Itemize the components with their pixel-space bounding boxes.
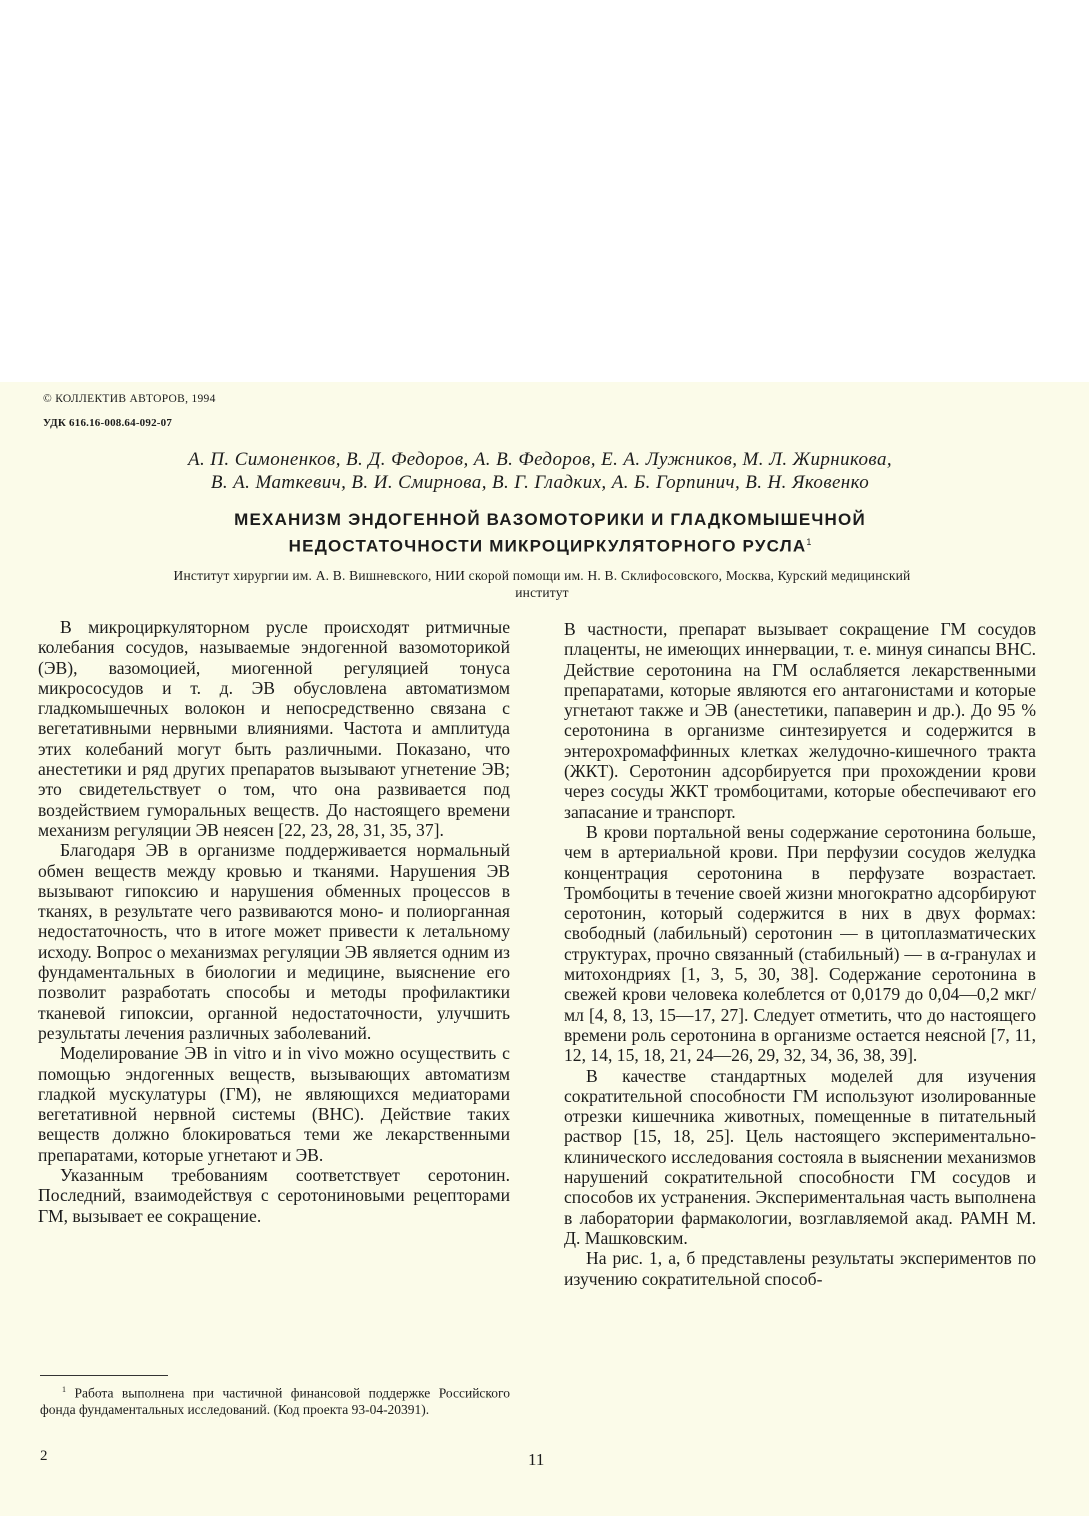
paragraph: В микроциркуляторном русле происходят ритмичные колебания сосудов, называемые эндогенной вазомоторикой (ЭВ), вазомоцией, миогенной регуляцией тонуса микрососудов и т. д. ЭВ обусловлена автоматизмом гладкомышечных волокон и непосредственно связана с вегетативными нервными влияниями. Частота и амплитуда этих колебаний могут быть различными. Показано, что анестетики и ряд других препаратов вызывают угнетение ЭВ; это свидетельствует о том, что она развивается под воздействием гуморальных веществ. До настоящего времени механизм регуляции ЭВ неясен [22, 23, 28, 31, 35, 37]. [38,617,510,840]
authors-line-2: В. А. Маткевич, В. И. Смирнова, В. Г. Гладких, А. Б. Горпинич, В. Н. Яковенко [210,472,870,493]
paragraph: В крови портальной вены содержание серотонина больше, чем в артериальной крови. При перфузии сосудов желудка концентрация серотонина в перфузате возрастает. Тромбоциты в течение своей жизни многократно адсорбируют серотонин, который содержится в них в двух формах: свободный (лабильный) серотонин — в цитоплазматических структурах, прочно связанный (стабильный) — в α-гранулах и митохондриях [1, 3, 5, 30, 38]. Содержание серотонина в свежей крови человека колеблется от 0,0179 до 0,04—0,2 мкг/мл [4, 8, 13, 15—17, 27]. Следует отметить, что до настоящего времени роль серотонина в организме остается неясной [7, 11, 12, 14, 15, 18, 21, 24—26, 29, 32, 34, 36, 38, 39]. [564,821,1036,1066]
paragraph: В частности, препарат вызывает сокращение ГМ сосудов плаценты, не имеющих иннервации, т. е. минуя синапсы ВНС. Действие серотонина на ГМ ослабляется лекарственными препаратами, которые являются его антагонистами и которые угнетают также и ЭВ (анестетики, папаверин и др.). До 95 % серотонина в организме синтезируется и содержится в энтерохромаффинных клетках желудочно-кишечного тракта (ЖКТ). Серотонин адсорбируется при прохождении крови через сосуды ЖКТ тромбоцитами, которые обеспечивают его запасание и транспорт. [564,619,1036,822]
left-column [38,617,510,1226]
paragraph: Моделирование ЭВ in vitro и in vivo можно осуществить с помощью эндогенных веществ, вызывающих автоматизм гладкой мускулатуры (ГМ), не являющихся медиаторами вегетативной нервной системы (ВНС). Действие таких веществ должно блокироваться теми же лекарственными препаратами, которые угнетают и ЭВ. [38,1043,510,1165]
udc-code: УДК 616.16-008.64-092-07 [43,417,173,429]
footnote-divider [40,1375,168,1376]
signature-marker: 2 [40,1448,48,1464]
footnote-mark: 1 [62,1385,66,1394]
article-title-line-2 [90,531,1010,558]
affiliation-line-1: Институт хирургии им. А. В. Вишневского, НИИ скорой помощи им. Н. В. Склифосовского, Москва, Курский медицинский [173,568,911,583]
title-footnote-mark: 1 [806,537,812,547]
affiliation-line-2: институт [515,585,569,600]
footnote-text: Работа выполнена при частичной финансовой поддержке Российского фонда фундаментальных исследований. (Код проекта 93-04-20391). [40,1385,510,1417]
paragraph: Указанным требованиям соответствует серотонин. Последний, взаимодействуя с серотониновыми рецепторами ГМ, вызывает ее сокращение. [38,1165,510,1226]
footnote [40,1382,510,1418]
article-title-text: НЕДОСТАТОЧНОСТИ МИКРОЦИРКУЛЯТОРНОГО РУСЛА [288,536,807,556]
paragraph: Благодаря ЭВ в организме поддерживается нормальный обмен веществ между кровью и тканями. Нарушения ЭВ вызывают гипоксию и нарушения обменных процессов в тканях, в результате чего развиваются моно- и полиорганная недостаточность, что в итоге может привести к летальному исходу. Вопрос о механизмах регуляции ЭВ является одним из фундаментальных в биологии и медицине, выяснение его позволит разработать способы и методы профилактики тканевой гипоксии, органной недостаточности, улучшить результаты лечения различных заболеваний. [38,840,510,1043]
authors-line-1: А. П. Симоненков, В. Д. Федоров, А. В. Федоров, Е. А. Лужников, М. Л. Жирникова, [187,449,893,470]
paragraph: В качестве стандартных моделей для изучения сократительной способности ГМ используют изолированные отрезки кишечника животных, помещенные в питательный раствор [15, 18, 25]. Цель настоящего экспериментально-клинического исследования состояла в выяснении механизмов нарушений сократительной способности ГМ сосудов и способов их устранения. Экспериментальная часть выполнена в лаборатории фармакологии, возглавляемой акад. РАМН М. Д. Машковским. [564,1065,1036,1248]
page-number: 11 [528,1450,545,1469]
article-title-line-1: МЕХАНИЗМ ЭНДОГЕННОЙ ВАЗОМОТОРИКИ И ГЛАДКОМЫШЕЧНОЙ [234,510,866,529]
right-column [564,619,1036,1289]
paragraph: На рис. 1, а, б представлены результаты экспериментов по изучению сократительной способ- [564,1248,1036,1289]
copyright-line: © КОЛЛЕКТИВ АВТОРОВ, 1994 [43,393,216,405]
